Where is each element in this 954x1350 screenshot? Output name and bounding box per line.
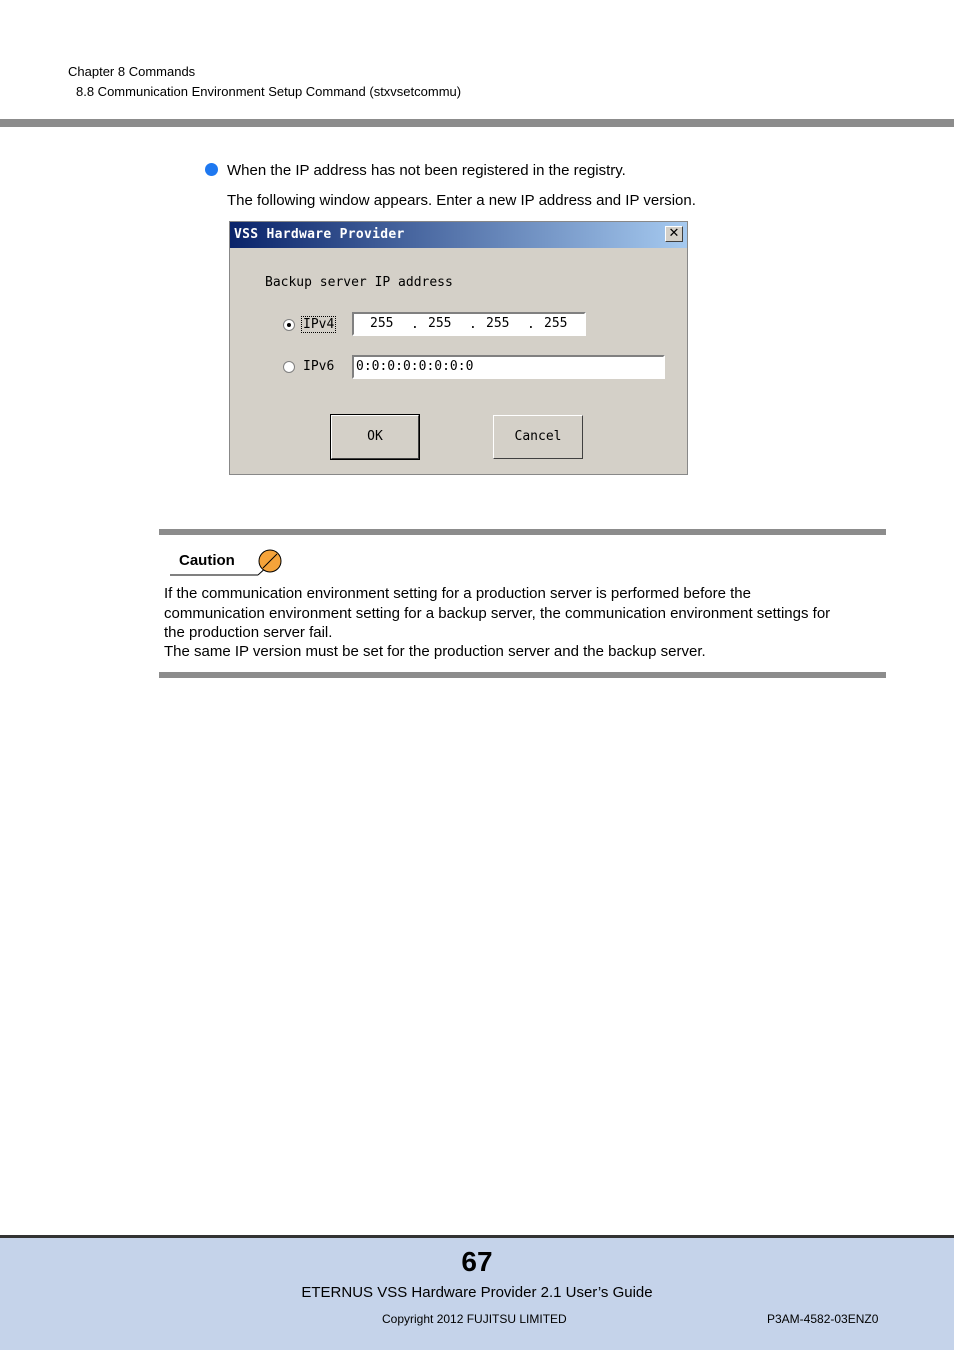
ipv4-dot: . [469, 317, 477, 332]
document-id: P3AM-4582-03ENZ0 [767, 1312, 879, 1326]
caution-icon [168, 548, 284, 578]
ipv4-radio[interactable] [283, 319, 295, 331]
caution-bottom-rule [159, 672, 886, 678]
ipv4-octet-4[interactable]: 255 [544, 316, 568, 331]
page-number: 67 [461, 1246, 493, 1277]
caution-line-4: The same IP version must be set for the production server and the backup server. [164, 643, 706, 660]
ipv4-label[interactable]: IPv4 [303, 317, 335, 332]
cancel-button[interactable]: Cancel [493, 415, 583, 459]
caution-label: Caution [179, 552, 235, 569]
ipv4-octet-2[interactable]: 255 [428, 316, 452, 331]
ipv4-dot: . [527, 317, 535, 332]
ipv6-value[interactable]: 0:0:0:0:0:0:0:0 [356, 359, 474, 374]
copyright: Copyright 2012 FUJITSU LIMITED [382, 1312, 567, 1326]
section-heading: 8.8 Communication Environment Setup Command (stxvsetcommu) [76, 84, 462, 99]
caution-line-1: If the communication environment setting for a production server is performed before the [164, 585, 751, 602]
dialog-title-bar [230, 222, 687, 248]
ipv4-octet-3[interactable]: 255 [486, 316, 510, 331]
ipv4-dot: . [411, 317, 419, 332]
dialog-title: VSS Hardware Provider [234, 227, 405, 242]
caution-top-rule [159, 529, 886, 535]
ipv4-octet-1[interactable]: 255 [370, 316, 394, 331]
close-icon[interactable]: ✕ [665, 226, 683, 242]
ipv6-label[interactable]: IPv6 [303, 359, 335, 374]
page-footer [0, 1235, 954, 1350]
bullet-icon [205, 163, 218, 176]
header-rule [0, 119, 954, 127]
caution-line-3: the production server fail. [164, 624, 333, 641]
caution-line-2: communication environment setting for a backup server, the communication environment settings for [164, 605, 831, 622]
ok-button[interactable]: OK [331, 415, 419, 459]
ipv4-address-field[interactable] [352, 312, 586, 336]
group-label: Backup server IP address [265, 275, 453, 290]
chapter-heading: Chapter 8 Commands [68, 64, 196, 79]
bullet-text: When the IP address has not been registered in the registry. [227, 162, 626, 179]
radio-selected-dot [287, 323, 291, 327]
instruction-text: The following window appears. Enter a new IP address and IP version. [227, 192, 696, 209]
guide-title: ETERNUS VSS Hardware Provider 2.1 User’s Guide [301, 1284, 653, 1301]
vss-dialog [229, 221, 688, 475]
ipv6-radio[interactable] [283, 361, 295, 373]
ipv6-address-field[interactable] [352, 355, 665, 379]
